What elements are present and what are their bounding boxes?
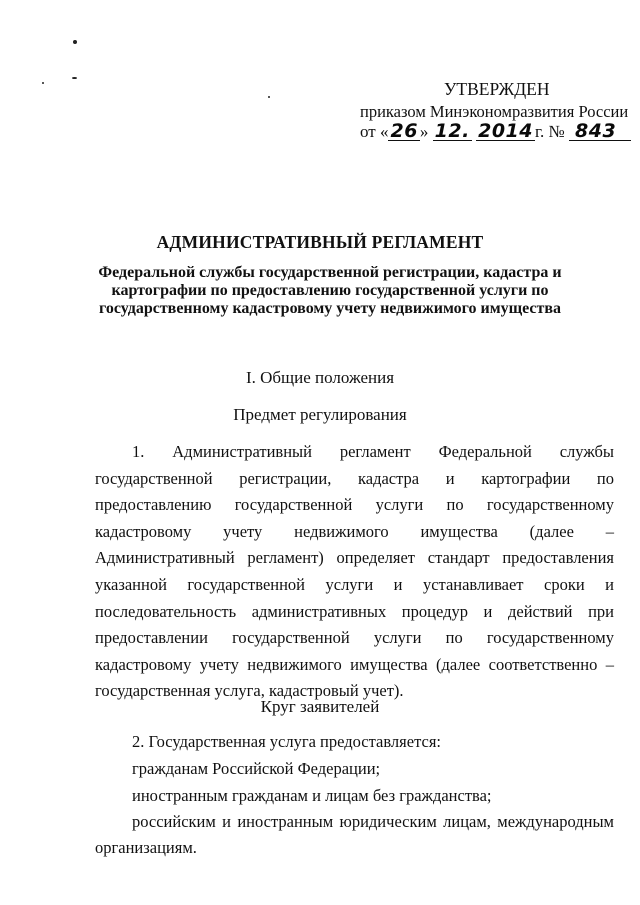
number-sign: № xyxy=(548,122,565,141)
date-day-value: 26 xyxy=(390,120,418,142)
section-heading: I. Общие положения xyxy=(245,368,395,387)
scan-speck xyxy=(42,82,44,84)
date-month xyxy=(433,120,472,142)
subtitle-line: Федеральной службы государственной регистрации, кадастра и xyxy=(98,264,562,281)
paragraph-2: 2. Государственная услуга предоставляется: xyxy=(132,732,441,751)
date-year xyxy=(476,120,535,142)
paragraph-1: 1. Административный регламент Федеральной службы государственной регистрации, кадастра и картографии по предоставлению государственной услуги по государственному кадастровому учету недвижимого имущества (далее – Административный регламент) определяет стандарт предоставления указанной государственной услуги и устанавливает сроки и последовательность административных процедур и действий при предоставлении государственной услуги по государственному кадастровому учету недвижимого имущества (далее соответственно – государственная услуга, кадастровый учет). xyxy=(95,442,614,701)
order-number-value: 843 xyxy=(575,120,617,142)
scan-speck xyxy=(73,40,77,44)
list-item: иностранным гражданам и лицам без гражданства; xyxy=(132,786,492,805)
list-item: гражданам Российской Федерации; xyxy=(132,759,381,778)
section-subheading: Предмет регулирования xyxy=(233,405,407,424)
subtitle-line: картографии по предоставлению государственной услуги по xyxy=(111,282,549,299)
date-month-value: 12. xyxy=(434,120,470,142)
approval-title: УТВЕРЖДЕН xyxy=(444,79,550,99)
document-subtitle xyxy=(90,264,570,318)
approval-order-line: приказом Минэкономразвития России xyxy=(360,102,629,121)
list-item-continuation: организациям. xyxy=(95,838,197,857)
date-mid: » xyxy=(419,122,429,141)
document-title: АДМИНИСТРАТИВНЫЙ РЕГЛАМЕНТ xyxy=(156,232,484,252)
subtitle-line: государственному кадастровому учету недвижимого имущества xyxy=(98,300,562,317)
order-number xyxy=(569,120,631,142)
approval-date-line xyxy=(360,122,622,141)
scan-speck xyxy=(268,96,270,98)
date-prefix: от « xyxy=(360,122,389,141)
date-year-suffix: г. xyxy=(534,122,545,141)
applicants-heading: Круг заявителей xyxy=(260,697,380,716)
date-year-value: 2014 xyxy=(478,120,533,142)
date-day xyxy=(388,120,419,142)
scan-speck xyxy=(72,77,77,79)
approval-block xyxy=(360,79,629,142)
list-item: российским и иностранным юридическим лицам, международным xyxy=(132,812,614,831)
